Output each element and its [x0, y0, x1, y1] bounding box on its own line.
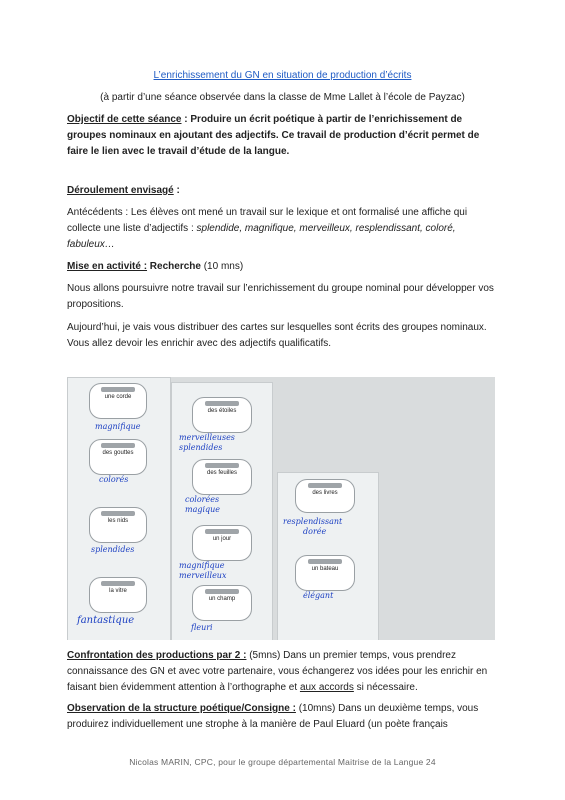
word-card: un jour [192, 525, 252, 561]
paragraph-2: Aujourd’hui, je vais vous distribuer des cartes sur lesquelles sont écrits des groupes nominaux. Vous allez devoir les enrichir avec des adjectifs qualificatifs. [67, 322, 487, 349]
handwritten-adjective: colorées [185, 495, 220, 504]
objectif-paragraph [67, 112, 497, 160]
handwritten-adjective: élégant [303, 591, 334, 600]
antecedents-text: Antécédents : Les élèves ont mené un travail sur le lexique et ont formalisé une affiche qui collecte une liste d’adjectifs : [67, 207, 468, 234]
confrontation-paragraph: Confrontation des productions par 2 : (5mns) Dans un premier temps, vous prendrez connaissance des GN et avec votre partenaire, vous échangerez vos idées pour les enrichir en faisant bien évidemment attention à l’orthographe et aux accords si nécessaire. [67, 650, 488, 693]
mise-label: Mise en activité : [67, 261, 148, 272]
word-card: des livres [295, 479, 355, 513]
confrontation-label: Confrontation des productions par 2 : [67, 650, 247, 661]
word-card: un bateau [295, 555, 355, 591]
accords-underlined: aux accords [299, 682, 354, 693]
handwritten-adjective: splendides [91, 545, 135, 554]
word-card: des gouttes [89, 439, 147, 475]
word-card: la vitre [89, 577, 147, 613]
handwritten-adjective: magnifique [179, 561, 225, 570]
handwritten-adjective: dorée [303, 527, 327, 536]
handwritten-adjective: fantastique [77, 615, 135, 626]
word-card: des feuilles [192, 459, 252, 495]
observation-paragraph: Observation de la structure poétique/Consigne : (10mns) Dans un deuxième temps, vous produirez individuellement une strophe à la manière de Paul Eluard (un poète français [67, 703, 479, 730]
handwritten-adjective: merveilleux [179, 571, 227, 580]
handwritten-adjective: splendides [179, 443, 223, 452]
antecedents-paragraph [67, 205, 497, 253]
word-card: une corde [89, 383, 147, 419]
handwritten-adjective: magnifique [95, 422, 141, 431]
handwritten-adjective: colorés [99, 475, 129, 484]
document-footer: Nicolas MARIN, CPC, pour le groupe départemental Maitrise de la Langue 24 [129, 757, 436, 767]
word-card: des étoiles [192, 397, 252, 433]
handwritten-adjective: magique [185, 505, 221, 514]
deroulement-label: Déroulement envisagé [67, 185, 174, 196]
word-card: un champ [192, 585, 252, 621]
objectif-text: : Produire un écrit poétique à partir de l’enrichissement de groupes nominaux en ajoutant des adjectifs. Ce travail de production d’écrit permet de faire le lien avec le travail d’étude de la langue. [67, 114, 480, 157]
paragraph-1: Nous allons poursuivre notre travail sur l’enrichissement du groupe nominal pour développer vos propositions. [67, 283, 494, 310]
observation-label: Observation de la structure poétique/Consigne : [67, 703, 296, 714]
classroom-photo [67, 377, 495, 640]
antecedents-adjectives: splendide, magnifique, merveilleux, resplendissant, coloré, fabuleux… [67, 223, 456, 250]
word-card: les nids [89, 507, 147, 543]
handwritten-adjective: merveilleuses [179, 433, 235, 442]
deroulement-heading: Déroulement envisagé : [67, 185, 180, 196]
document-subtitle: (à partir d’une séance observée dans la classe de Mme Lallet à l’école de Payzac) [100, 92, 465, 103]
handwritten-adjective: resplendissant [283, 517, 343, 526]
document-title: L’enrichissement du GN en situation de production d’écrits [153, 70, 412, 81]
handwritten-adjective: fleuri [191, 623, 213, 632]
mise-en-activite: Mise en activité : Recherche (10 mns) [67, 261, 244, 272]
objectif-label: Objectif de cette séance [67, 114, 182, 125]
